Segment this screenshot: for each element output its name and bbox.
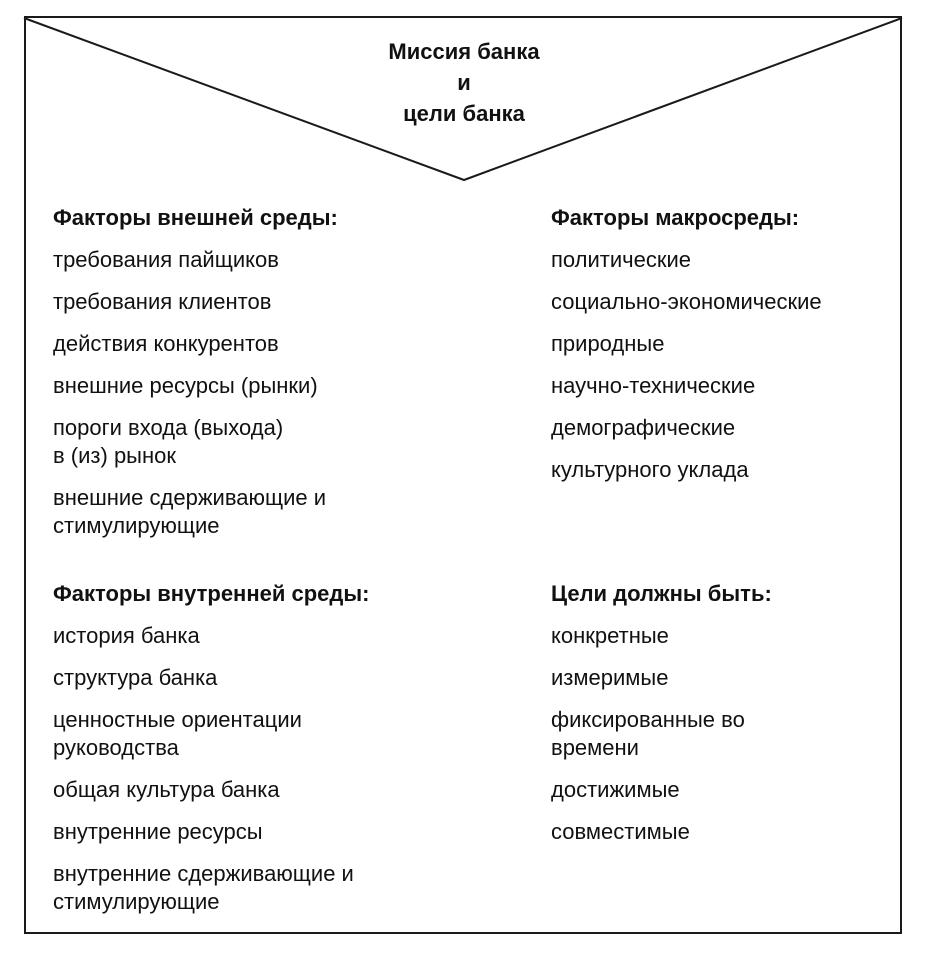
- list-item: структура банка: [53, 665, 218, 690]
- mission-title-line-3: цели банка: [403, 101, 525, 126]
- goals-list: [551, 622, 881, 846]
- goals-column: [551, 580, 881, 860]
- list-item: внешние сдерживающие и стимулирующие: [53, 485, 327, 538]
- list-item: внешние ресурсы (рынки): [53, 373, 318, 398]
- list-item: достижимые: [551, 777, 680, 802]
- list-item: научно-технические: [551, 373, 756, 398]
- list-item: политические: [551, 247, 692, 272]
- list-item: действия конкурентов: [53, 331, 279, 356]
- macro-factors-list: [551, 246, 881, 484]
- list-item: внутренние ресурсы: [53, 819, 263, 844]
- list-item: фиксированные во времени: [551, 707, 745, 760]
- list-item: природные: [551, 331, 665, 356]
- macro-factors-heading: Факторы макросреды:: [551, 205, 800, 230]
- list-item: совместимые: [551, 819, 690, 844]
- list-item: социально-экономические: [551, 289, 822, 314]
- mission-title-line-2: и: [457, 70, 471, 95]
- list-item: внутренние сдерживающие и стимулирующие: [53, 861, 354, 914]
- list-item: история банка: [53, 623, 200, 648]
- internal-factors-column: [53, 580, 473, 930]
- list-item: конкретные: [551, 623, 669, 648]
- mission-title: [314, 36, 614, 129]
- goals-heading: Цели должны быть:: [551, 581, 772, 606]
- internal-factors-heading: Факторы внутренней среды:: [53, 581, 370, 606]
- list-item: общая культура банка: [53, 777, 280, 802]
- mission-title-line-1: Миссия банка: [388, 39, 540, 64]
- list-item: демографические: [551, 415, 736, 440]
- external-factors-heading: Факторы внешней среды:: [53, 205, 338, 230]
- list-item: измеримые: [551, 665, 669, 690]
- list-item: пороги входа (выхода) в (из) рынок: [53, 415, 284, 468]
- internal-factors-list: [53, 622, 473, 916]
- external-factors-list: [53, 246, 473, 540]
- list-item: ценностные ориентации руководства: [53, 707, 302, 760]
- macro-factors-column: [551, 204, 881, 498]
- external-factors-column: [53, 204, 473, 554]
- list-item: требования пайщиков: [53, 247, 279, 272]
- list-item: требования клиентов: [53, 289, 272, 314]
- list-item: культурного уклада: [551, 457, 749, 482]
